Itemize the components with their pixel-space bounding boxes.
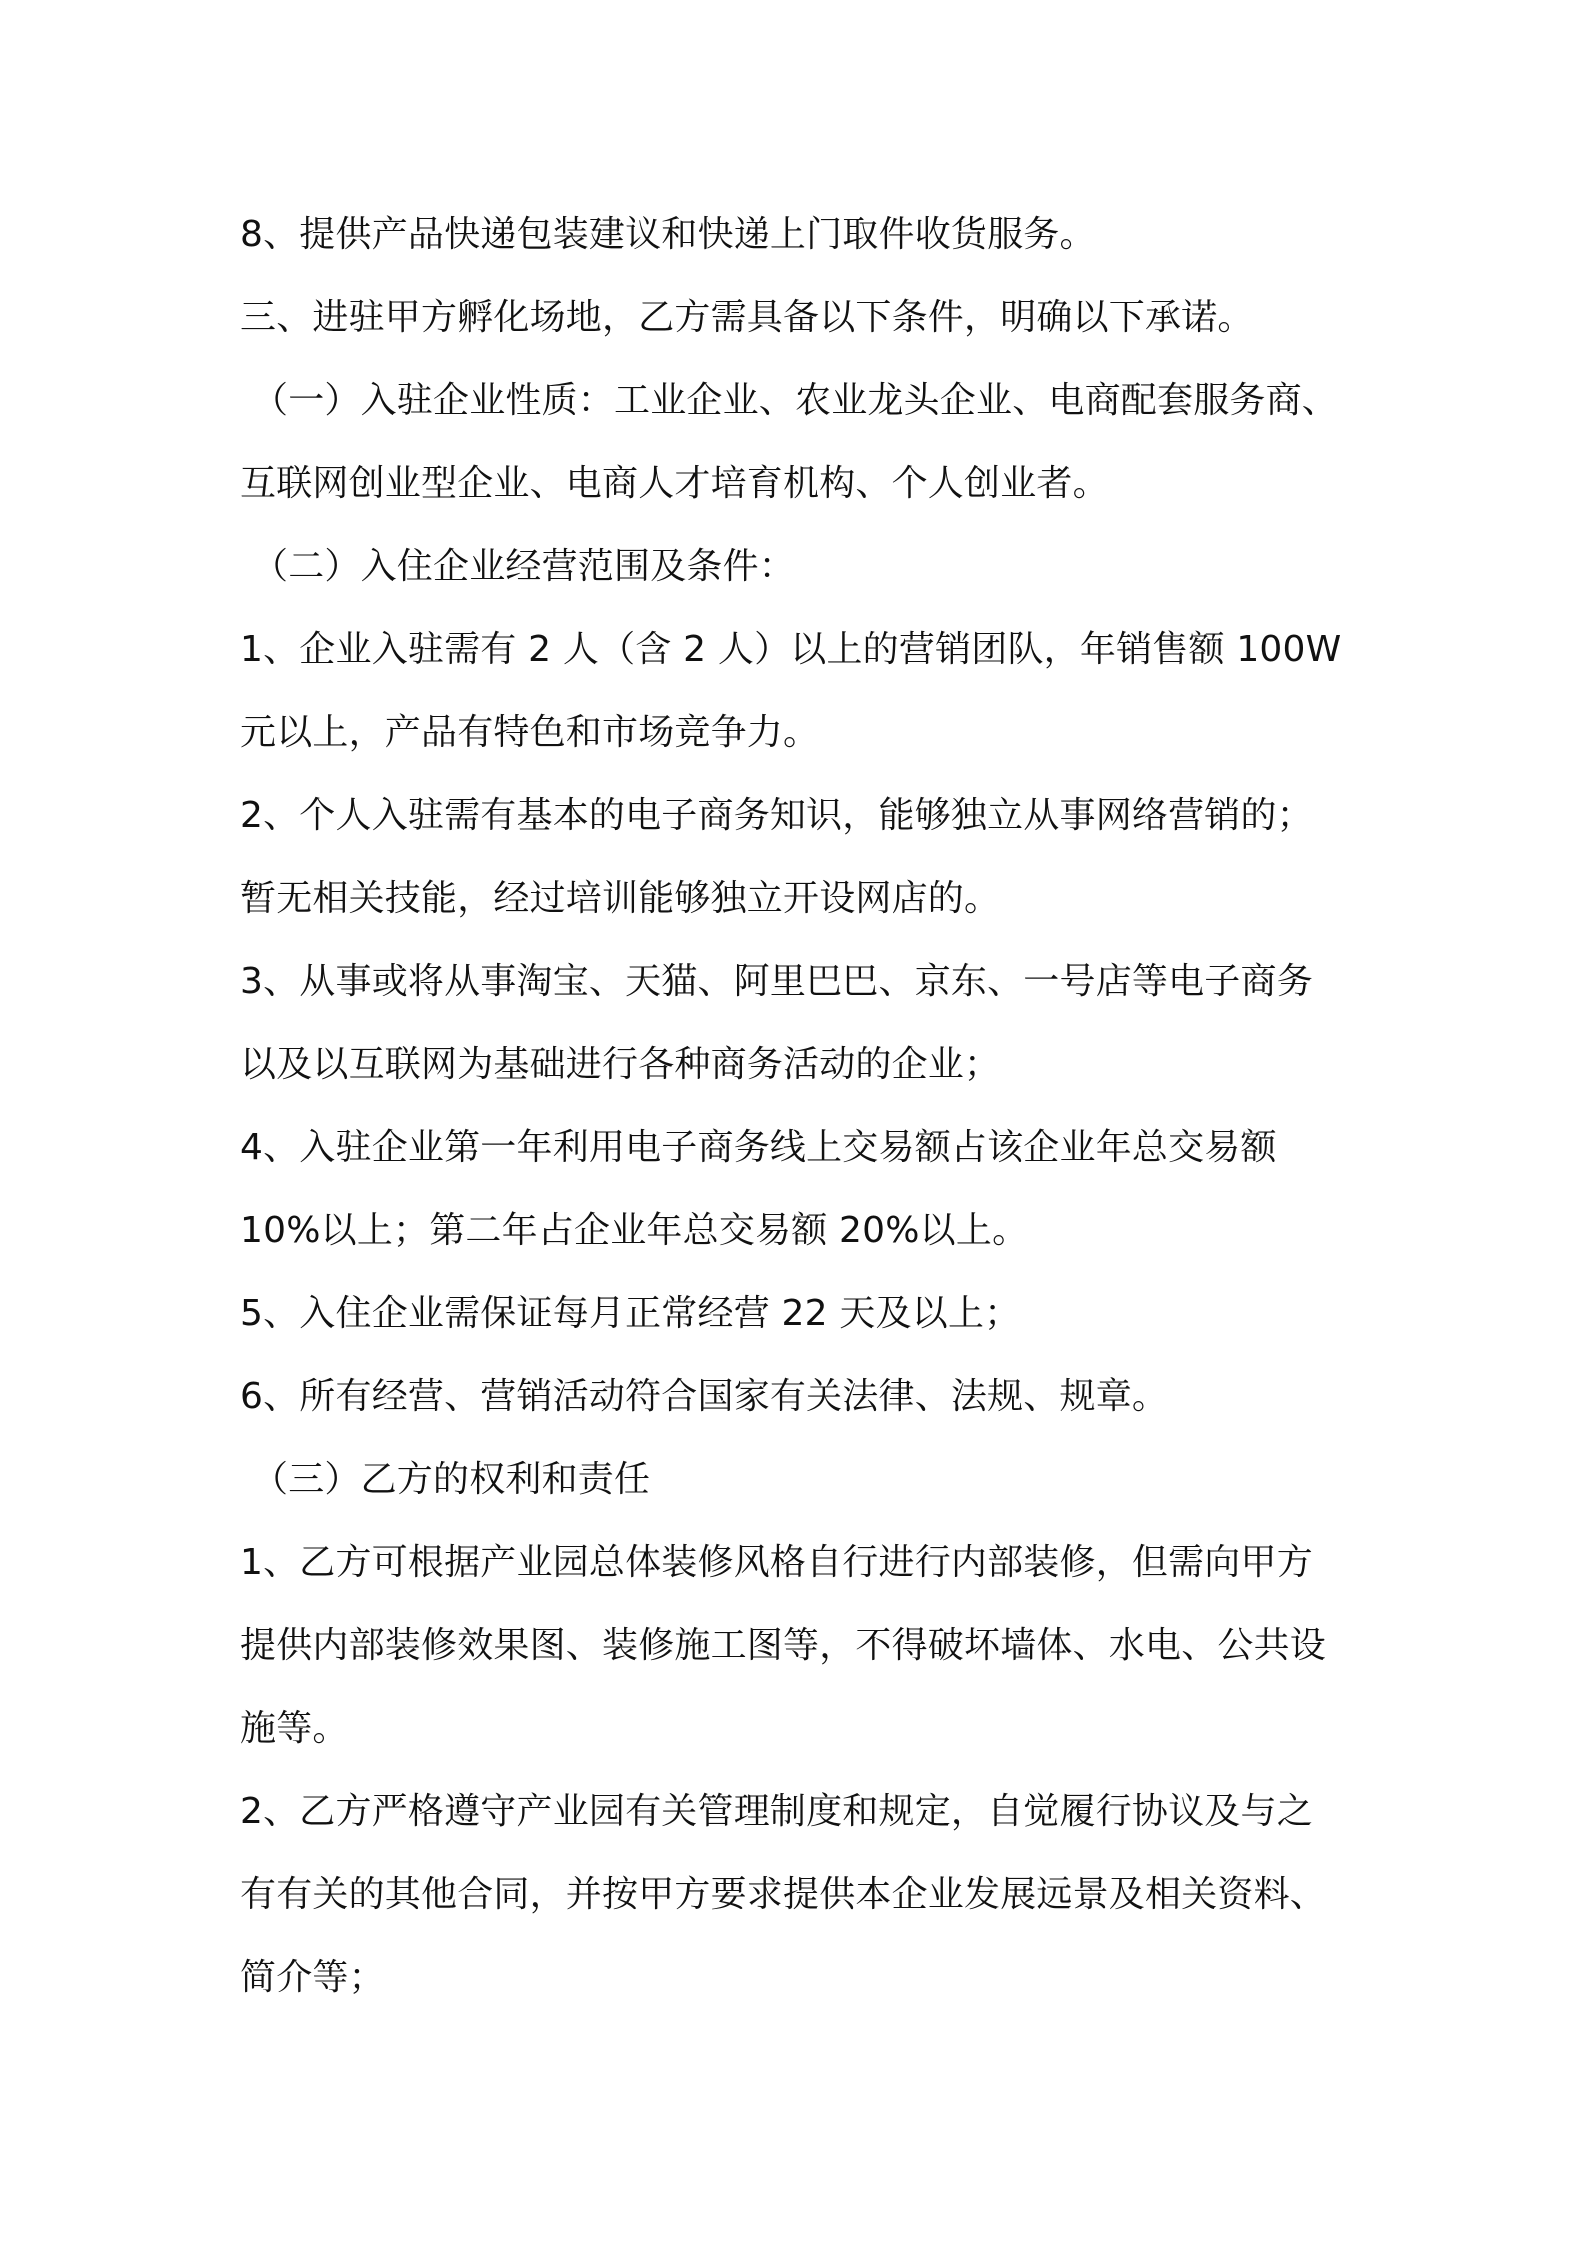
section-heading-three: 三、进驻甲方孵化场地，乙方需具备以下条件，明确以下承诺。: [240, 297, 1254, 338]
document-body: [240, 193, 1360, 2019]
right-2-line-2: 有有关的其他合同，并按甲方要求提供本企业发展远景及相关资料、: [240, 1874, 1327, 1915]
condition-4-line-1: 4、入驻企业第一年利用电子商务线上交易额占该企业年总交易额: [240, 1127, 1277, 1168]
right-1-line-2: 提供内部装修效果图、装修施工图等，不得破坏墙体、水电、公共设: [240, 1625, 1327, 1666]
subsection-two-heading: （二）入住企业经营范围及条件：: [252, 546, 796, 587]
subsection-three-heading: （三）乙方的权利和责任: [252, 1459, 651, 1500]
right-2-line-3: 简介等；: [240, 1957, 385, 1998]
condition-5: 5、入住企业需保证每月正常经营 22 天及以上；: [240, 1293, 1021, 1334]
condition-1-line-2: 元以上，产品有特色和市场竞争力。: [240, 712, 820, 753]
right-1-line-1: 1、乙方可根据产业园总体装修风格自行进行内部装修，但需向甲方: [240, 1542, 1313, 1583]
condition-1-line-1: 1、企业入驻需有 2 人（含 2 人）以上的营销团队，年销售额 100W: [240, 629, 1342, 670]
right-1-line-3: 施等。: [240, 1708, 349, 1749]
condition-6: 6、所有经营、营销活动符合国家有关法律、法规、规章。: [240, 1376, 1169, 1417]
condition-3-line-1: 3、从事或将从事淘宝、天猫、阿里巴巴、京东、一号店等电子商务: [240, 961, 1313, 1002]
subsection-one-continuation: 互联网创业型企业、电商人才培育机构、个人创业者。: [240, 463, 1109, 504]
text-line-item-8: 8、提供产品快递包装建议和快递上门取件收货服务。: [240, 214, 1096, 255]
subsection-one-heading: （一）入驻企业性质：工业企业、农业龙头企业、电商配套服务商、: [252, 380, 1339, 421]
condition-3-line-2: 以及以互联网为基础进行各种商务活动的企业；: [240, 1044, 1001, 1085]
condition-2-line-2: 暂无相关技能，经过培训能够独立开设网店的。: [240, 878, 1001, 919]
condition-2-line-1: 2、个人入驻需有基本的电子商务知识，能够独立从事网络营销的；: [240, 795, 1313, 836]
right-2-line-1: 2、乙方严格遵守产业园有关管理制度和规定，自觉履行协议及与之: [240, 1791, 1313, 1832]
condition-4-line-2: 10%以上；第二年占企业年总交易额 20%以上。: [240, 1210, 1029, 1251]
